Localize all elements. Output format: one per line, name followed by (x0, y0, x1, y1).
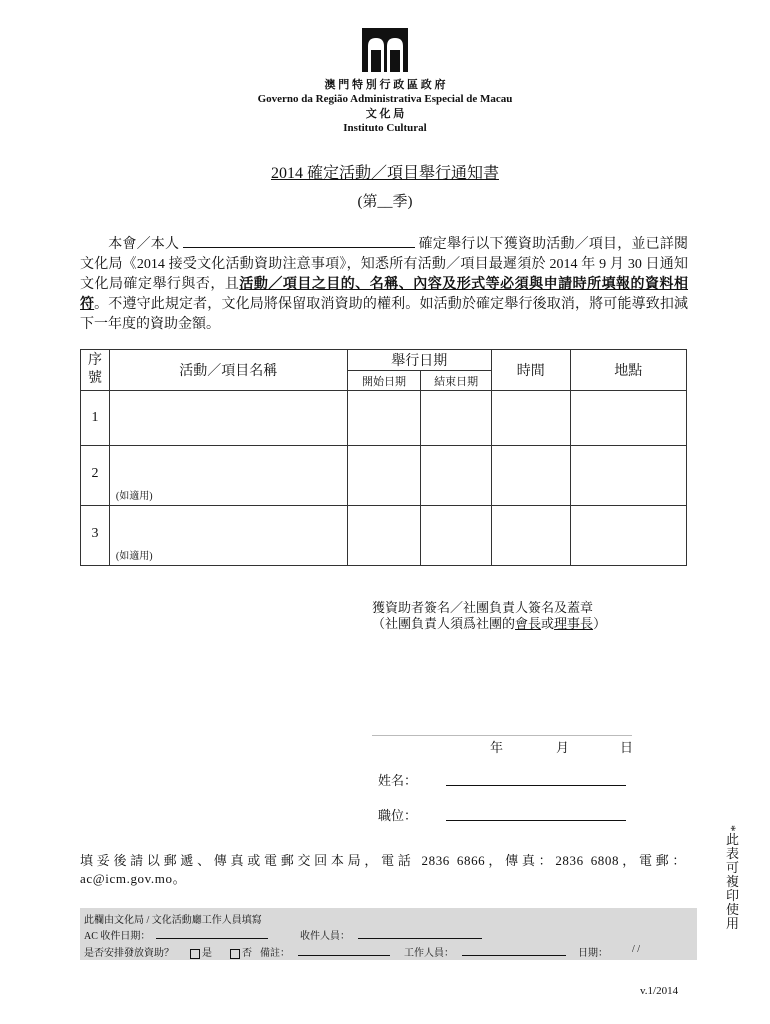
position-line[interactable] (446, 820, 626, 821)
signature-note: （社團負責人須爲社團的會長或理事長） (372, 616, 607, 631)
office-use-box (80, 908, 697, 960)
if-applicable-note: (如適用) (115, 491, 153, 502)
season-label: (第__季) (357, 194, 413, 210)
header-seq: 序號 (81, 350, 110, 391)
arrange-label: 是否安排發放資助？ (84, 948, 174, 959)
office-heading: 此欄由文化局 / 文化活動廳工作人員填寫 (84, 915, 262, 926)
day-label: 日 (620, 740, 634, 755)
receipt-date-line[interactable] (156, 938, 268, 939)
start-date-cell[interactable] (347, 391, 421, 446)
header-time: 時間 (491, 350, 570, 391)
version-label: v.1/2014 (640, 985, 679, 997)
receipt-date-label: AC 收件日期： (84, 931, 151, 942)
activity-name-cell[interactable] (109, 391, 347, 446)
start-date-cell[interactable] (347, 446, 421, 506)
dept-name-pt: Instituto Cultural (343, 122, 427, 134)
activity-name-cell[interactable] (109, 446, 347, 506)
header-activity-name: 活動／項目名稱 (109, 350, 347, 391)
para-bold-clause: 活動／項目之目的、名稱、內容及形式等必須與申請時所填報的資料相符 (80, 277, 689, 312)
remarks-line[interactable] (298, 955, 390, 956)
submission-instructions: 填妥後請以郵遞、傳真或電郵交回本局，電話 2836 6866，傳真：2836 6808，電郵：ac@icm.gov.mo。 (80, 853, 686, 886)
photocopy-note: *此表可複印使用 (724, 825, 739, 931)
name-label: 姓名： (378, 773, 418, 788)
position-label: 職位： (378, 808, 418, 823)
table-row (81, 391, 687, 446)
place-cell[interactable] (570, 391, 686, 446)
table-row (81, 446, 687, 506)
para-part-2: 確定舉行以下獲資助活動／項目，並已詳閱文化局《2014 接受文化活動資助注意事項》，知悉所有活動／項目最遲須於 2014 年 9 月 30 日通知文化局確定舉行與否，且 (80, 237, 689, 292)
staff-line[interactable] (462, 955, 566, 956)
gov-name-pt: Governo da Região Administrativa Especial de Macau (257, 93, 513, 105)
staff-label: 工作人員： (404, 948, 454, 959)
dept-name-zh: 文 化 局 (365, 108, 405, 120)
para-part-1: 本會／本人 (108, 237, 180, 252)
place-cell[interactable] (570, 446, 686, 506)
header-dates: 舉行日期 (347, 350, 491, 371)
place-cell[interactable] (570, 506, 686, 566)
remarks-label: 備註： (260, 948, 290, 959)
date-label: 日期： (578, 948, 608, 959)
time-cell[interactable] (491, 446, 570, 506)
institute-logo-icon (362, 28, 408, 72)
end-date-cell[interactable] (421, 506, 492, 566)
row-number: 3 (81, 506, 110, 566)
yes-option[interactable]: 是 (190, 944, 212, 959)
no-option[interactable]: 否 (230, 944, 252, 959)
start-date-cell[interactable] (347, 506, 421, 566)
header-start-date: 開始日期 (347, 371, 421, 391)
end-date-cell[interactable] (421, 391, 492, 446)
activity-table (80, 349, 687, 566)
time-cell[interactable] (491, 506, 570, 566)
if-applicable-note: (如適用) (115, 551, 153, 562)
row-number: 1 (81, 391, 110, 446)
notice-paragraph (80, 233, 688, 335)
yes-checkbox[interactable] (190, 949, 200, 959)
header-end-date: 結束日期 (421, 371, 492, 391)
end-date-cell[interactable] (421, 446, 492, 506)
table-row (81, 506, 687, 566)
signature-caption: 獲資助者簽名／社團負責人簽名及蓋章 (372, 600, 594, 615)
header-place: 地點 (570, 350, 686, 391)
receiver-line[interactable] (358, 938, 482, 939)
name-line[interactable] (446, 785, 626, 786)
row-number: 2 (81, 446, 110, 506)
applicant-blank[interactable] (183, 233, 415, 248)
page-title: 2014 確定活動／項目舉行通知書 (270, 165, 499, 182)
date-separators: / / (632, 944, 641, 955)
gov-name-zh: 澳 門 特 別 行 政 區 政 府 (324, 79, 446, 91)
no-checkbox[interactable] (230, 949, 240, 959)
receiver-label: 收件人員： (300, 931, 350, 942)
activity-name-cell[interactable] (109, 506, 347, 566)
year-label: 年 (490, 740, 504, 755)
signature-line[interactable] (372, 735, 632, 736)
time-cell[interactable] (491, 391, 570, 446)
para-part-4: 。不遵守此規定者，文化局將保留取消資助的權利。如活動於確定舉行後取消，將可能導致扣減下一年度的資助金額。 (80, 297, 689, 332)
month-label: 月 (556, 740, 570, 755)
